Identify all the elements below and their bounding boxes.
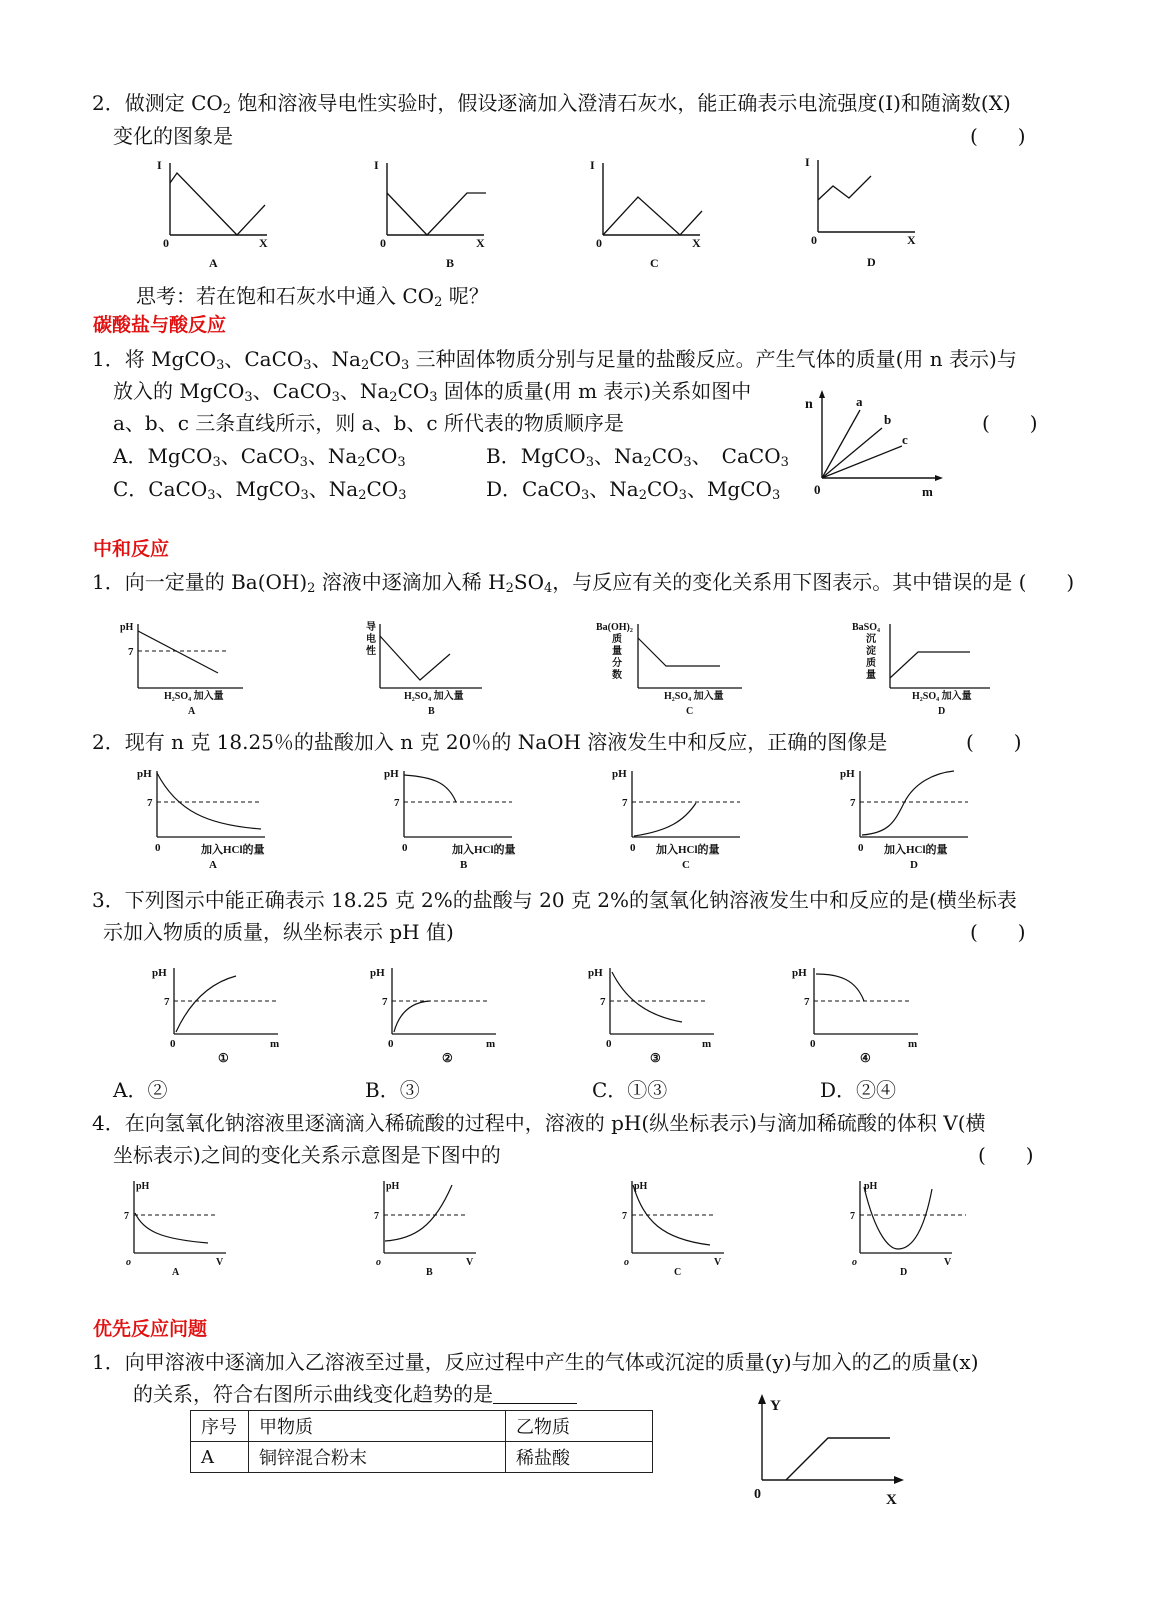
neut-q3-line1: 3．下列图示中能正确表示 18.25 克 2%的盐酸与 20 克 2%的氢氧化钠溶液发生中和反应的是(横坐标表 — [92, 888, 1017, 912]
axis-y-top: BaSO₄ — [852, 622, 881, 633]
co2-graph-d — [803, 152, 933, 272]
table-header-cell: 甲物质 — [249, 1411, 506, 1442]
axis-y-label: 沉淀质量 — [866, 634, 876, 681]
axis-x-label: X — [886, 1492, 897, 1508]
axis-y-label: pH — [370, 967, 385, 979]
curve — [157, 773, 261, 829]
neut-q3-graph-4 — [790, 962, 930, 1068]
substance-table — [190, 1410, 653, 1473]
co2-graph-b — [372, 155, 502, 275]
graph-label: B — [446, 256, 455, 270]
curve — [170, 173, 265, 235]
axis-origin: o — [624, 1257, 629, 1268]
curve — [135, 1213, 208, 1243]
curve — [603, 197, 702, 235]
axis-origin: 0 — [388, 1038, 394, 1050]
table-header-cell: 序号 — [191, 1411, 249, 1442]
carb-q1-line2: 放入的 MgCO$_3$、CaCO$_3$、$Na_2CO_3$ 固体的质量(用 m 表示)关系如图中 — [113, 379, 752, 405]
curve — [634, 803, 696, 836]
neut-q2-text: 2．现有 n 克 18.25％的盐酸加入 n 克 20％的 NaOH 溶液发生中和反应，正确的图像是 — [92, 730, 888, 754]
table-cell: 稀盐酸 — [506, 1442, 653, 1473]
axis-x-label: m — [922, 484, 933, 499]
curve — [816, 974, 864, 1001]
axis-y-label: I — [805, 155, 810, 169]
axis-y-label: pH — [136, 1181, 150, 1192]
axis-y-label: pH — [864, 1181, 878, 1192]
table-header-row — [191, 1411, 653, 1442]
seven-label: 7 — [147, 797, 153, 809]
neut-q4-line1: 4．在向氢氧化钠溶液里逐滴滴入稀硫酸的过程中，溶液的 pH(纵坐标表示)与滴加稀硫酸的体积 V(横 — [92, 1111, 986, 1135]
axis-origin: 0 — [630, 842, 636, 854]
axis-origin: 0 — [402, 842, 408, 854]
axis-x-label: m — [270, 1038, 280, 1050]
axis-x-label: X — [476, 236, 485, 250]
neut-q2-graph-a — [135, 765, 295, 877]
neut-q1-graph-b — [362, 618, 512, 718]
axis-x-label: 加入HCl的量 — [884, 844, 948, 856]
label-b: b — [884, 412, 892, 427]
axis-y-label: pH — [386, 1181, 400, 1192]
axis-origin: o — [852, 1257, 857, 1268]
axis-origin: 0 — [163, 236, 169, 250]
option-d: D．CaCO$_3$、$Na_2CO_3$、MgCO$_3$ — [486, 477, 781, 503]
axis-y-label: pH — [588, 967, 603, 979]
graph-label: D — [910, 859, 918, 871]
axis-x-label: H₂SO₄ 加入量 — [404, 691, 464, 702]
axis-y-label: I — [374, 158, 379, 172]
axis-origin: o — [376, 1257, 381, 1268]
option-b: B．③ — [365, 1078, 420, 1102]
axis-x-label: m — [702, 1038, 712, 1050]
co2-graph-a — [155, 155, 285, 275]
axis-x-label: 加入HCl的量 — [452, 844, 516, 856]
axis-origin: 0 — [170, 1038, 176, 1050]
neut-q4-graph-a — [120, 1177, 240, 1283]
table-row — [191, 1442, 653, 1473]
axis-x-label: V — [216, 1257, 224, 1268]
axis-x-label: m — [908, 1038, 918, 1050]
neut-q3-graph-3 — [586, 962, 726, 1068]
axis-y-label: I — [157, 158, 162, 172]
think-line: 思考：若在饱和石灰水中通入 $CO_2$ 呢？ — [136, 284, 489, 310]
neut-q2-graph-d — [838, 765, 998, 877]
prio-q1-line1: 1．向甲溶液中逐滴加入乙溶液至过量，反应过程中产生的气体或沉淀的质量(y)与加入的乙的质量(x) — [92, 1350, 979, 1374]
seven-label: 7 — [600, 996, 606, 1008]
neut-q1-text: 1．向一定量的 $Ba(OH)_2$ 溶液中逐滴加入稀 $H_2SO_4$，与反应有关的变化关系用下图表示。其中错误的是 ( ) — [92, 570, 1075, 596]
graph-label: B — [426, 1267, 433, 1278]
curve — [638, 638, 720, 666]
curve — [138, 631, 218, 673]
option-b: B．MgCO$_3$、$Na_2CO_3$、 CaCO$_3$ — [486, 444, 789, 470]
neut-q4-line2: 坐标表示)之间的变化关系示意图是下图中的 — [113, 1143, 501, 1167]
curve — [612, 972, 682, 1022]
axis-origin: 0 — [754, 1487, 761, 1502]
axis-x-label: X — [259, 236, 268, 250]
axis-origin: 0 — [858, 842, 864, 854]
graph-label: A — [188, 706, 196, 717]
neut-q3-graph-2 — [368, 962, 508, 1068]
axis-origin: 0 — [155, 842, 161, 854]
axis-origin: 0 — [596, 236, 602, 250]
graph-label: A — [172, 1267, 180, 1278]
axis-x-label: m — [486, 1038, 496, 1050]
neut-q4-graph-d — [846, 1177, 966, 1283]
carb-q1-line3: a、b、c 三条直线所示，则 a、b、c 所代表的物质顺序是 — [113, 411, 624, 435]
axis-y-label: pH — [384, 768, 399, 780]
seven-label: 7 — [374, 1211, 379, 1222]
neut-q3-graph-1 — [150, 962, 290, 1068]
axis-origin: 0 — [810, 1038, 816, 1050]
answer-blank[interactable] — [493, 1385, 577, 1404]
curve — [786, 1438, 890, 1480]
axis-x-label: 加入HCl的量 — [656, 844, 720, 856]
option-c: C．CaCO$_3$、MgCO$_3$、$Na_2CO_3$ — [113, 477, 407, 503]
axis-x-label: V — [714, 1257, 722, 1268]
table-cell: 铜锌混合粉末 — [249, 1442, 506, 1473]
line-c — [822, 446, 902, 478]
curve — [890, 652, 970, 678]
axis-x-label: V — [466, 1257, 474, 1268]
table-cell: A — [191, 1442, 249, 1473]
answer-paren: ( ) — [982, 411, 1038, 435]
option-a: A．② — [113, 1078, 168, 1102]
carb-q1-line1: 1．将 MgCO$_3$、CaCO$_3$、$Na_2CO_3$ 三种固体物质分别与足量的盐酸反应。产生气体的质量(用 n 表示)与 — [92, 347, 1017, 373]
seven-label: 7 — [804, 996, 810, 1008]
seven-label: 7 — [394, 797, 400, 809]
graph-label: B — [460, 859, 468, 871]
seven-label: 7 — [128, 646, 134, 658]
option-a: A．MgCO$_3$、CaCO$_3$、$Na_2CO_3$ — [113, 444, 406, 470]
label-a: a — [856, 394, 863, 409]
axis-x-label: X — [907, 233, 916, 247]
axis-x-label: X — [692, 236, 701, 250]
section-title-carbonate: 碳酸盐与酸反应 — [93, 314, 227, 336]
graph-label: D — [900, 1267, 908, 1278]
curve — [864, 1187, 932, 1249]
axis-origin: 0 — [380, 236, 386, 250]
carbonate-graph — [800, 388, 950, 503]
axis-origin: 0 — [814, 482, 821, 497]
seven-label: 7 — [622, 1211, 627, 1222]
curve — [404, 775, 456, 802]
graph-label: A — [209, 256, 218, 270]
axis-y-label: Y — [770, 1398, 781, 1414]
neut-q4-graph-c — [618, 1177, 738, 1283]
axis-x-label: V — [944, 1257, 952, 1268]
axis-y-label: pH — [137, 768, 152, 780]
axis-y-label: pH — [152, 967, 167, 979]
axis-x-label: H₂SO₄ 加入量 — [912, 691, 972, 702]
graph-label: C — [674, 1267, 682, 1278]
line-b — [822, 428, 882, 478]
section-title-neutral: 中和反应 — [93, 538, 170, 560]
priority-graph — [748, 1392, 918, 1510]
axis-origin: o — [126, 1257, 131, 1268]
graph-label: ④ — [860, 1051, 871, 1065]
graph-label: C — [682, 859, 690, 871]
table-header-cell: 乙物质 — [506, 1411, 653, 1442]
prio-q1-line2: 的关系，符合右图所示曲线变化趋势的是 — [133, 1384, 577, 1404]
axis-origin: 0 — [606, 1038, 612, 1050]
neut-q2-graph-c — [610, 765, 770, 877]
answer-paren: ( ) — [966, 730, 1022, 754]
curve — [176, 976, 236, 1032]
curve — [380, 636, 450, 680]
answer-paren: ( ) — [970, 124, 1026, 148]
graph-label: A — [209, 859, 217, 871]
graph-label: D — [938, 706, 946, 717]
seven-label: 7 — [382, 996, 388, 1008]
axis-y-label: pH — [634, 1181, 648, 1192]
co2-graph-c — [588, 155, 718, 275]
graph-label: C — [650, 256, 659, 270]
axis-origin: 0 — [811, 233, 817, 247]
neut-q1-graph-a — [118, 618, 268, 718]
axis-y-label: pH — [120, 622, 134, 633]
q2-line2: 变化的图象是 — [113, 124, 233, 148]
seven-label: 7 — [124, 1211, 129, 1222]
curve — [385, 1185, 452, 1241]
seven-label: 7 — [164, 996, 170, 1008]
option-c: C．①③ — [592, 1078, 668, 1102]
seven-label: 7 — [622, 797, 628, 809]
graph-label: C — [686, 706, 694, 717]
curve — [387, 193, 486, 235]
axis-y-label: pH — [612, 768, 627, 780]
curve — [862, 771, 954, 835]
neut-q2-graph-b — [382, 765, 542, 877]
axis-x-label: H₂SO₄ 加入量 — [664, 691, 724, 702]
answer-paren: ( ) — [978, 1143, 1034, 1167]
answer-paren: ( ) — [970, 920, 1026, 944]
axis-y-label: pH — [792, 967, 807, 979]
section-title-priority: 优先反应问题 — [93, 1318, 208, 1340]
neut-q3-line2: 示加入物质的质量，纵坐标表示 pH 值) — [103, 920, 454, 944]
neut-q1-graph-c — [594, 618, 754, 718]
label-c: c — [902, 432, 908, 447]
axis-y-label: 质量分数 — [612, 634, 622, 681]
graph-label: ③ — [650, 1051, 661, 1065]
axis-y-label: I — [590, 158, 595, 172]
graph-label: B — [428, 706, 435, 717]
curve — [394, 1001, 430, 1032]
line-a — [822, 410, 860, 478]
graph-label: ① — [218, 1051, 229, 1065]
axis-y-label: 导电性 — [366, 622, 376, 657]
graph-label: ② — [442, 1051, 453, 1065]
neut-q1-graph-d — [852, 618, 1002, 718]
q2-line1: 2．做测定 $CO_2$ 饱和溶液导电性实验时，假设逐滴加入澄清石灰水，能正确表示电流强度(I)和随滴数(X) — [92, 91, 1011, 117]
option-d: D．②④ — [820, 1078, 897, 1102]
axis-y-label: n — [805, 397, 813, 412]
axis-x-label: H₂SO₄ 加入量 — [164, 691, 224, 702]
axis-y-label: pH — [840, 768, 855, 780]
seven-label: 7 — [850, 1211, 855, 1222]
axis-y-top: Ba(OH)₂ — [596, 622, 633, 633]
seven-label: 7 — [850, 797, 856, 809]
neut-q4-graph-b — [370, 1177, 490, 1283]
axis-x-label: 加入HCl的量 — [201, 844, 265, 856]
curve — [818, 176, 871, 200]
graph-label: D — [867, 255, 876, 269]
